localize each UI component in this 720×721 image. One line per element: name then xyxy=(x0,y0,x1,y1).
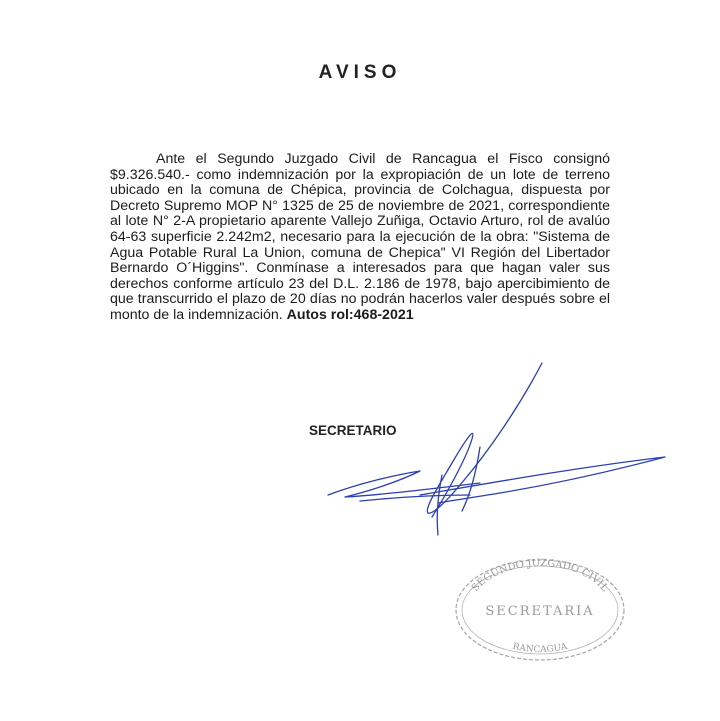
stamp-arc-bottom-text: RANCAGUA xyxy=(511,641,569,656)
stamp-arc-top-text: SEGUNDO JUZGADO CIVIL xyxy=(469,557,611,594)
notice-paragraph: Ante el Segundo Juzgado Civil de Rancagua el Fisco consignó $9.326.540.- como indemnización por la expropiación de un lote de terreno ubicado en la comuna de Chépica, provincia de Colchagua, dispuesta por Decreto Supremo MOP N° 1325 de 25 de noviembre de 2021, correspondiente al lote N° 2-A propietario aparente Vallejo Zuñiga, Octavio Arturo, rol de avalúo 64-63 superficie 2.242m2, necesario para la ejecución de la obra: "Sistema de Agua Potable Rural La Union, comuna de Chepica" VI Región del Libertador Bernardo O´Higgins". Conmínase a interesados para que hagan valer sus derechos conforme artículo 23 del D.L. 2.186 de 1978, bajo apercibimiento de que transcurrido el plazo de 20 días no podrán hacerlos valer después sobre el monto de la indemnización. xyxy=(110,151,610,323)
court-stamp xyxy=(452,552,627,662)
notice-title: AVISO xyxy=(318,62,402,83)
notice-body xyxy=(110,152,610,324)
stamp-center-text: SECRETARIA xyxy=(485,604,595,619)
signer-title: SECRETARIO xyxy=(309,423,397,438)
handwritten-signature xyxy=(320,355,720,545)
case-reference: Autos rol:468-2021 xyxy=(286,306,414,323)
